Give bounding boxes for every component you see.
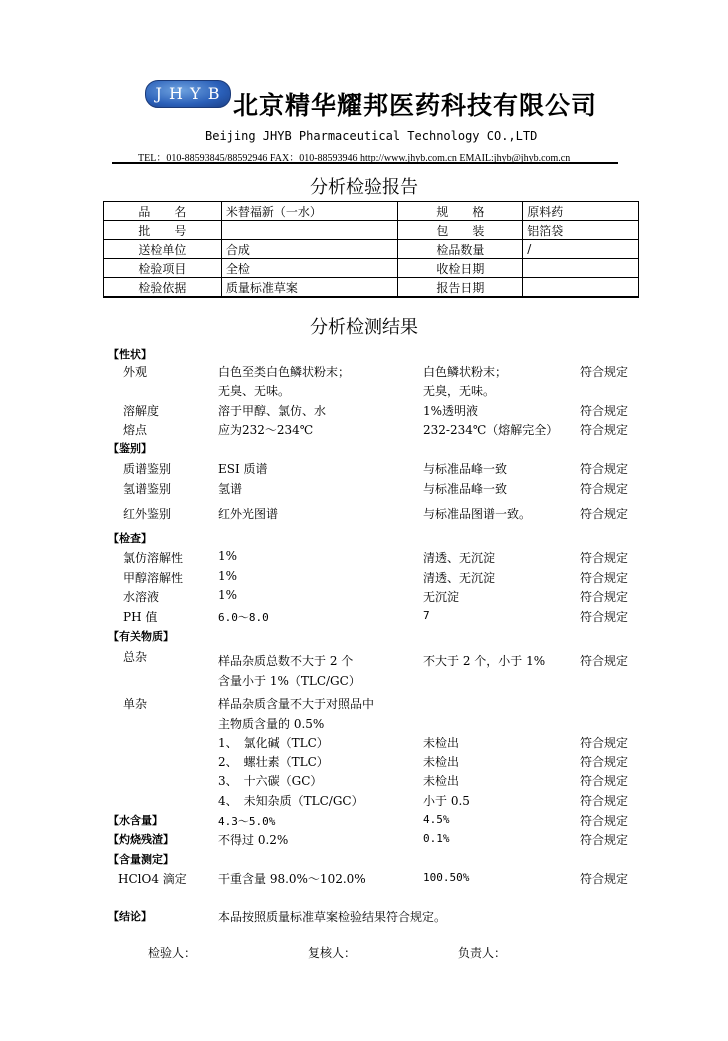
item-conclusion: 符合规定 [580, 833, 629, 847]
item-result: 1%透明液 [423, 404, 479, 418]
table-row [104, 278, 639, 298]
item-standard: 氢谱 [218, 482, 243, 496]
item-standard: 1% [218, 569, 238, 583]
item-standard: 无臭、无味。 [218, 384, 291, 398]
item-standard: 样品杂质含量不大于对照品中 [218, 697, 375, 711]
item-standard: 干重含量 98.0%～102.0% [218, 872, 366, 886]
info-value: / [523, 240, 639, 259]
item-conclusion: 符合规定 [580, 590, 629, 604]
section-residue-on-ignition: 【灼烧残渣】 [108, 833, 174, 846]
item-label: 质谱鉴别 [123, 462, 172, 476]
item-result: 与标准品峰一致 [423, 482, 508, 496]
item-standard: 白色至类白色鳞状粉末； [218, 365, 351, 379]
item-result: 小于 0.5 [423, 794, 470, 808]
section-identification: 【鉴别】 [108, 442, 152, 455]
table-row [104, 221, 639, 240]
signature-inspector: 检验人： [148, 946, 197, 960]
item-standard: 2、 螺壮素（TLC） [218, 755, 329, 769]
item-standard: 3、 十六碳（GC） [218, 774, 323, 788]
item-standard: 溶于甲醇、氯仿、水 [218, 404, 327, 418]
info-value [523, 278, 639, 298]
item-result: 与标准品图谱一致。 [423, 507, 532, 521]
info-label: 检品数量 [398, 240, 523, 259]
item-conclusion: 符合规定 [580, 755, 629, 769]
company-name-cn: 北京精华耀邦医药科技有限公司 [233, 91, 598, 120]
item-conclusion: 符合规定 [580, 571, 629, 585]
info-value [221, 221, 398, 240]
company-name-en: Beijing JHYB Pharmaceutical Technology CO.,LTD [205, 129, 538, 143]
info-label: 包 装 [398, 221, 523, 240]
item-standard: 6.0～8.0 [218, 611, 269, 624]
item-standard: 1、 氯化碱（TLC） [218, 736, 329, 750]
item-result: 7 [423, 609, 430, 622]
contact-line: TEL：010-88593845/88592946 FAX：010-88593946 http://www.jhyb.com.cn EMAIL:jhyb@jhyb.com.cn [138, 153, 571, 164]
item-result: 未检出 [423, 774, 460, 788]
report-title: 分析检验报告 [310, 177, 418, 198]
item-result: 与标准品峰一致 [423, 462, 508, 476]
item-label: 水溶液 [123, 590, 160, 604]
item-result: 未检出 [423, 755, 460, 769]
item-conclusion: 符合规定 [580, 551, 629, 565]
conclusion-text: 本品按照质量标准草案检验结果符合规定。 [218, 910, 447, 924]
info-value: 全检 [221, 259, 398, 278]
conclusion-label: 【结论】 [108, 910, 152, 923]
item-result: 白色鳞状粉末； [423, 365, 508, 379]
info-label: 收检日期 [398, 259, 523, 278]
info-value: 铝箔袋 [523, 221, 639, 240]
item-conclusion: 符合规定 [580, 872, 629, 886]
info-label: 品 名 [104, 202, 222, 221]
item-standard: 主物质含量的 0.5% [218, 717, 325, 731]
item-standard: 1% [218, 588, 238, 602]
info-label: 批 号 [104, 221, 222, 240]
item-conclusion: 符合规定 [580, 774, 629, 788]
item-standard: 样品杂质总数不大于 2 个 [218, 654, 354, 668]
table-row [104, 240, 639, 259]
header-divider [112, 162, 618, 164]
item-result: 4.5% [423, 813, 450, 826]
signature-reviewer: 复核人： [308, 946, 357, 960]
item-result: 清透、无沉淀 [423, 551, 496, 565]
company-logo [145, 80, 231, 108]
item-label: 外观 [123, 365, 148, 379]
item-label: PH 值 [123, 610, 158, 624]
item-label: 熔点 [123, 423, 148, 437]
item-label: HClO4 滴定 [118, 872, 187, 886]
item-result: 未检出 [423, 736, 460, 750]
info-value: 米替福新（一水） [221, 202, 398, 221]
section-assay: 【含量测定】 [108, 853, 174, 866]
item-conclusion: 符合规定 [580, 462, 629, 476]
results-title: 分析检测结果 [310, 317, 418, 338]
logo-text: J H Y B [155, 84, 221, 103]
item-standard: 应为232～234℃ [218, 423, 314, 437]
item-result: 不大于 2 个，小于 1% [423, 654, 546, 668]
item-result: 232-234℃（熔解完全） [423, 423, 559, 437]
item-label: 总杂 [123, 650, 148, 664]
item-standard: 1% [218, 549, 238, 563]
info-label: 检验依据 [104, 278, 222, 298]
item-result: 100.50% [423, 871, 470, 884]
item-conclusion: 符合规定 [580, 423, 629, 437]
item-standard: 4、 未知杂质（TLC/GC） [218, 794, 364, 808]
item-conclusion: 符合规定 [580, 610, 629, 624]
item-label: 氢谱鉴别 [123, 482, 172, 496]
section-related-substances: 【有关物质】 [108, 630, 174, 643]
item-label: 溶解度 [123, 404, 160, 418]
item-conclusion: 符合规定 [580, 814, 629, 828]
table-row [104, 202, 639, 221]
item-conclusion: 符合规定 [580, 482, 629, 496]
item-label: 氯仿溶解性 [123, 551, 184, 565]
info-value [523, 259, 639, 278]
item-result: 无臭，无味。 [423, 384, 496, 398]
section-check: 【检查】 [108, 532, 152, 545]
info-value: 合成 [221, 240, 398, 259]
info-label: 报告日期 [398, 278, 523, 298]
signature-responsible: 负责人： [458, 946, 507, 960]
info-label: 送检单位 [104, 240, 222, 259]
info-value: 质量标准草案 [221, 278, 398, 298]
item-standard: 不得过 0.2% [218, 833, 289, 847]
item-result: 无沉淀 [423, 590, 460, 604]
item-result: 0.1% [423, 832, 450, 845]
item-conclusion: 符合规定 [580, 736, 629, 750]
item-standard: ESI 质谱 [218, 462, 268, 476]
section-water-content: 【水含量】 [108, 814, 163, 827]
section-character: 【性状】 [108, 348, 152, 361]
item-standard: 红外光图谱 [218, 507, 279, 521]
item-conclusion: 符合规定 [580, 404, 629, 418]
table-row [104, 259, 639, 278]
info-value: 原料药 [523, 202, 639, 221]
item-conclusion: 符合规定 [580, 794, 629, 808]
info-label: 检验项目 [104, 259, 222, 278]
item-result: 清透、无沉淀 [423, 571, 496, 585]
sample-info-table [103, 201, 639, 298]
item-standard: 4.3～5.0% [218, 815, 276, 828]
item-standard: 含量小于 1%（TLC/GC） [218, 674, 361, 688]
item-conclusion: 符合规定 [580, 507, 629, 521]
item-conclusion: 符合规定 [580, 654, 629, 668]
item-label: 甲醇溶解性 [123, 571, 184, 585]
item-label: 红外鉴别 [123, 507, 172, 521]
info-label: 规 格 [398, 202, 523, 221]
item-label: 单杂 [123, 697, 148, 711]
item-conclusion: 符合规定 [580, 365, 629, 379]
